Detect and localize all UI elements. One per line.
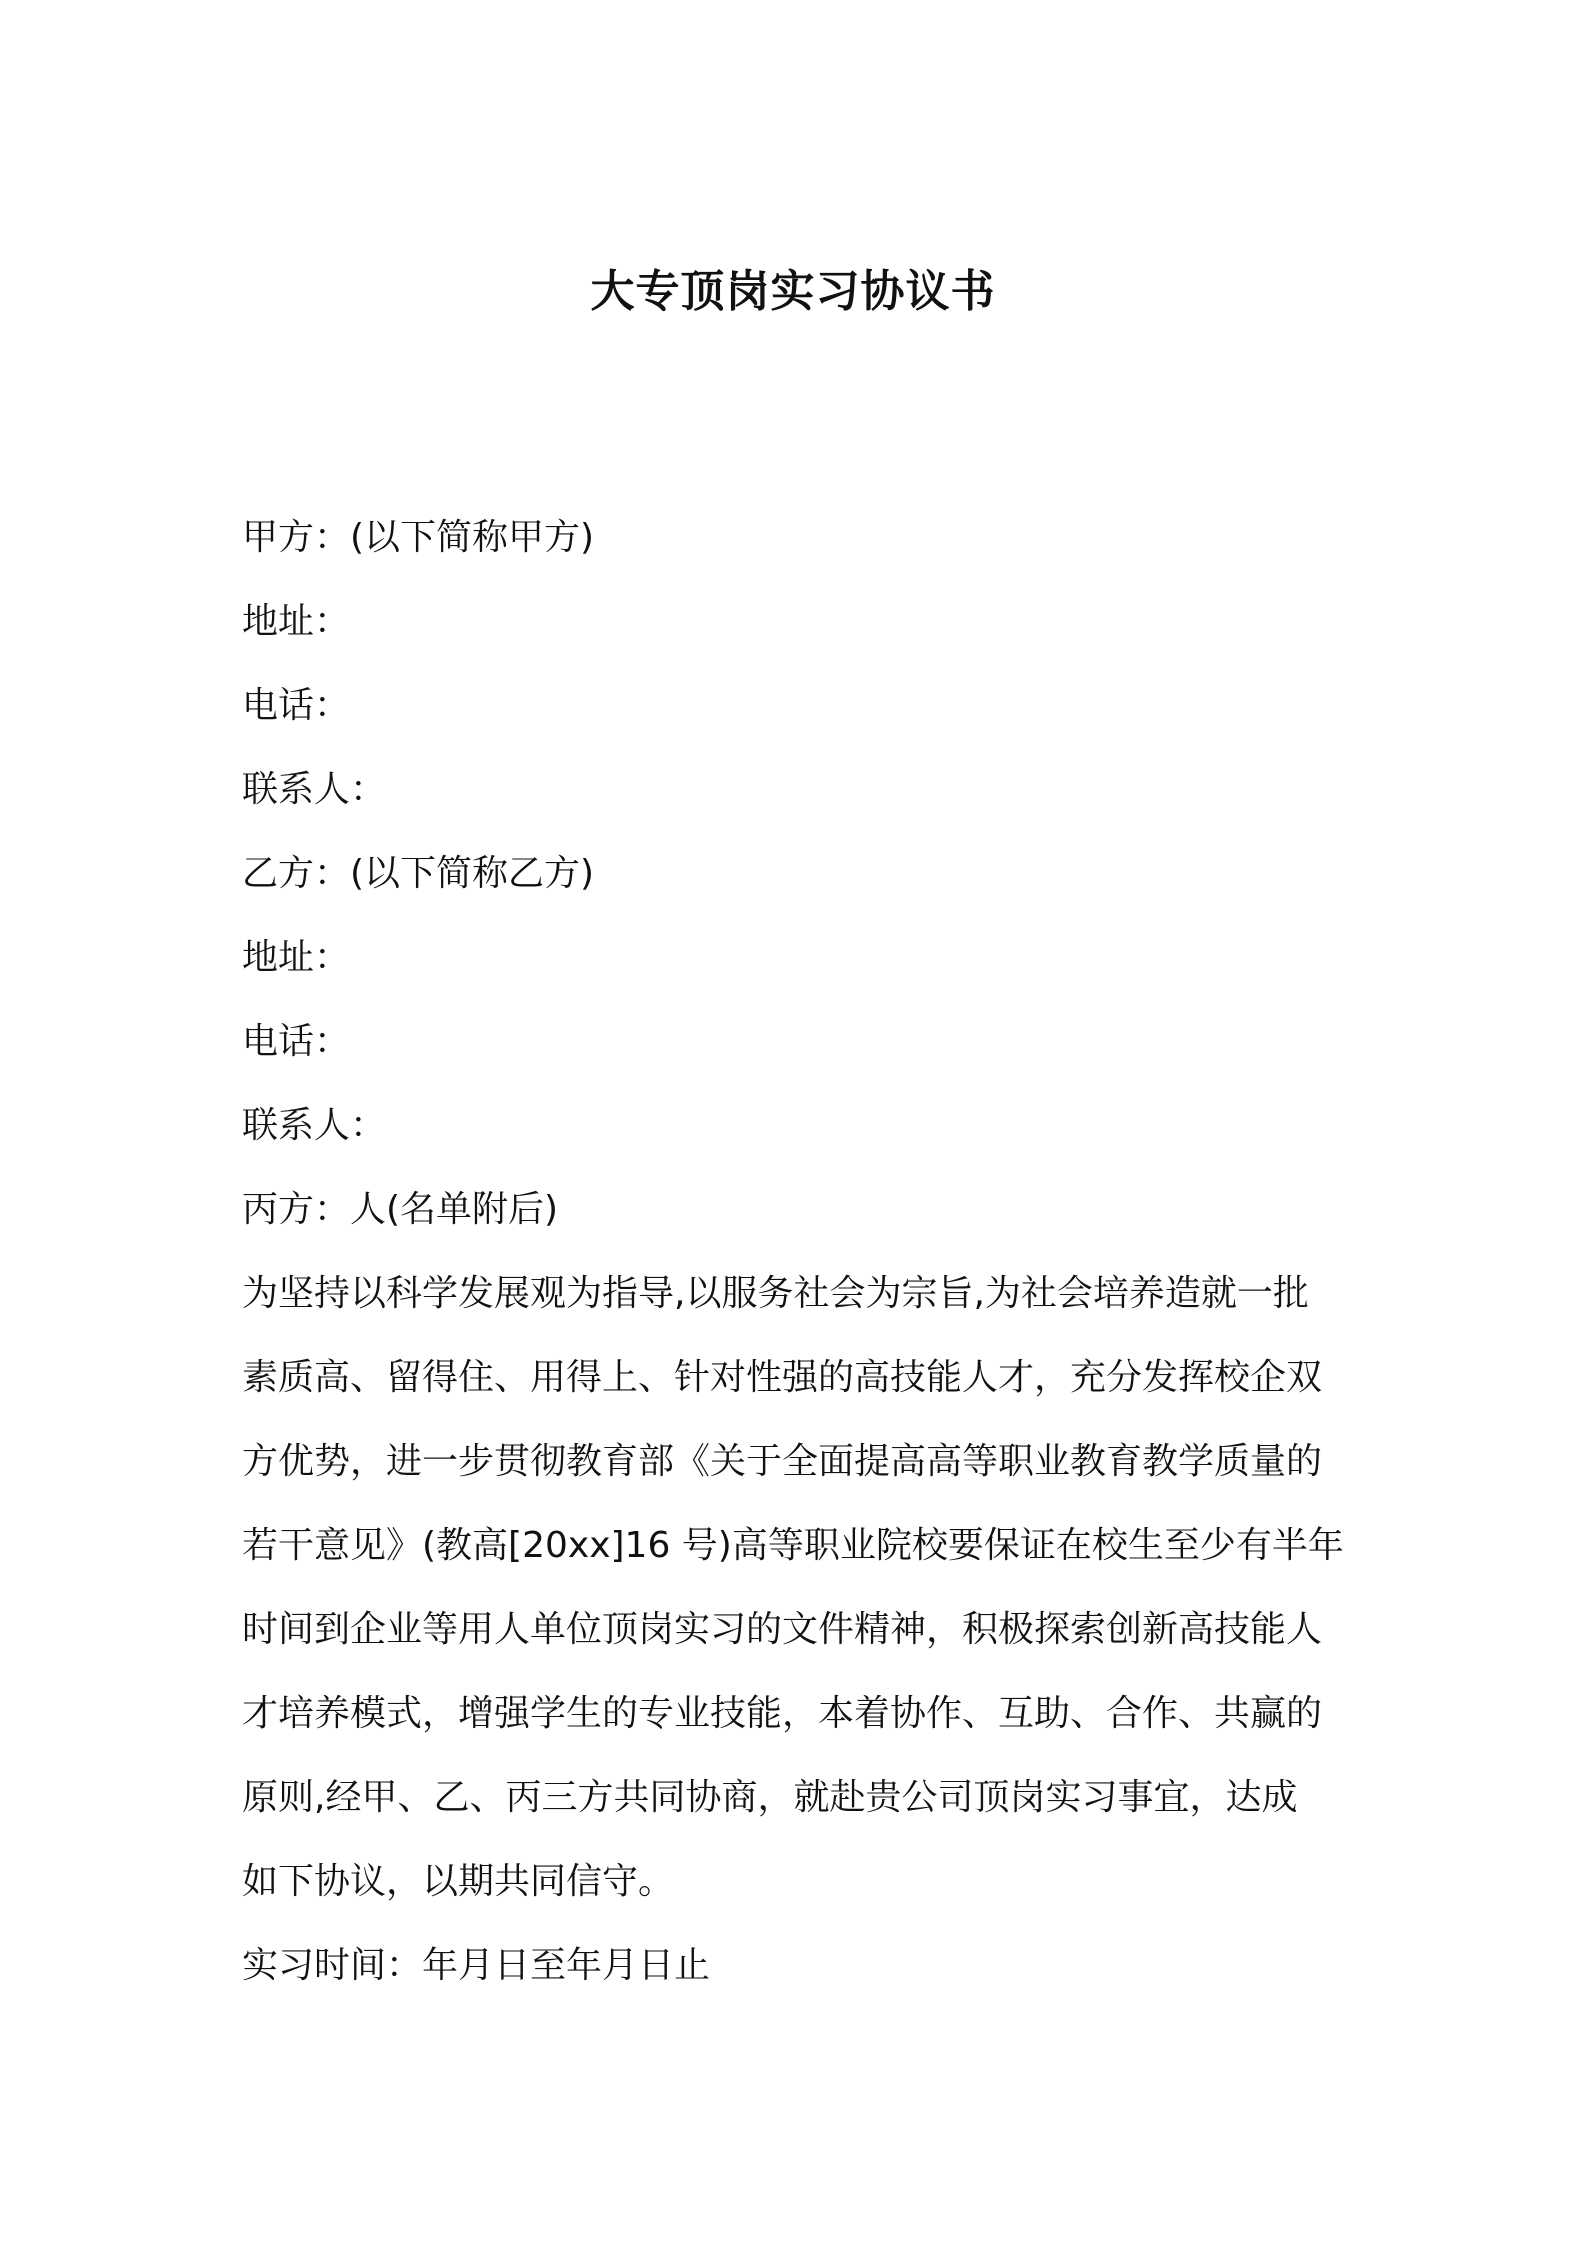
preamble-paragraph	[242, 1252, 1362, 1924]
party-b-contact-label: 联系人：	[242, 1105, 387, 1146]
preamble-line: 素质高、留得住、用得上、针对性强的高技能人才，充分发挥校企双	[242, 1357, 1323, 1398]
party-c-label: 丙方：	[242, 1189, 351, 1230]
preamble-line: 若干意见》(教高[20xx]16 号)高等职业院校要保证在校生至少有半年	[242, 1525, 1344, 1566]
party-a-address-label: 地址：	[242, 601, 351, 642]
party-a-phone-label: 电话：	[242, 685, 351, 726]
party-b-value: (以下简称乙方)	[350, 853, 595, 894]
party-c-value: 人(名单附后)	[350, 1189, 559, 1230]
party-a-line	[242, 496, 1362, 580]
party-b-address-label: 地址：	[242, 937, 351, 978]
party-a-label: 甲方：	[242, 517, 351, 558]
document-title: 大专顶岗实习协议书	[590, 266, 996, 317]
preamble-line: 时间到企业等用人单位顶岗实习的文件精神，积极探索创新高技能人	[242, 1609, 1323, 1650]
preamble-line: 原则,经甲、乙、丙三方共同协商，就赴贵公司顶岗实习事宜，达成	[242, 1777, 1298, 1818]
document-body	[242, 496, 1362, 2008]
party-a-contact-label: 联系人：	[242, 769, 387, 810]
party-b-phone-line	[242, 1000, 1362, 1084]
party-b-contact-line	[242, 1084, 1362, 1168]
preamble-line: 方优势，进一步贯彻教育部《关于全面提高高等职业教育教学质量的	[242, 1441, 1323, 1482]
preamble-line: 才培养模式，增强学生的专业技能，本着协作、互助、合作、共赢的	[242, 1693, 1323, 1734]
party-a-phone-line	[242, 664, 1362, 748]
party-b-address-line	[242, 916, 1362, 1000]
party-b-label: 乙方：	[242, 853, 351, 894]
party-a-value: (以下简称甲方)	[350, 517, 595, 558]
preamble-line: 如下协议，以期共同信守。	[242, 1861, 675, 1902]
internship-period-line	[242, 1924, 1362, 2008]
internship-period-label: 实习时间：	[242, 1945, 423, 1986]
preamble-line: 为坚持以科学发展观为指导,以服务社会为宗旨,为社会培养造就一批	[242, 1273, 1309, 1314]
party-a-address-line	[242, 580, 1362, 664]
party-c-line	[242, 1168, 1362, 1252]
party-a-contact-line	[242, 748, 1362, 832]
party-b-phone-label: 电话：	[242, 1021, 351, 1062]
party-b-line	[242, 832, 1362, 916]
internship-period-value: 年月日至年月日止	[422, 1945, 711, 1986]
